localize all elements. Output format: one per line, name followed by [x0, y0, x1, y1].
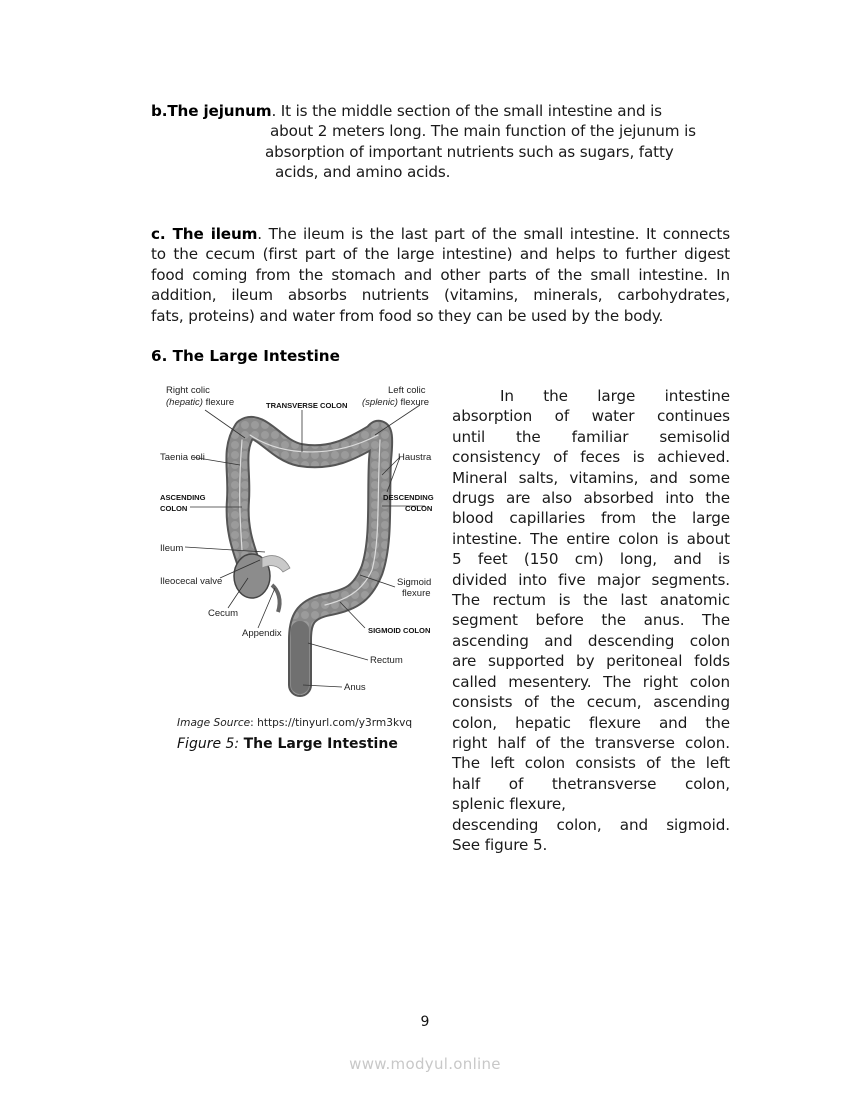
label-appendix: Appendix [242, 628, 282, 639]
label-sigmoid: Sigmoid [397, 577, 432, 588]
large-intestine-illustration [150, 380, 440, 700]
large-intestine-diagram [150, 380, 440, 700]
figure-title: The Large Intestine [243, 736, 398, 752]
rc-line: descending colon, and sigmoid. [452, 815, 730, 834]
rc-line: Mineral salts, vitamins, and some [452, 468, 730, 487]
label-hepatic-flexure: (hepatic) flexure [166, 397, 235, 408]
rc-line: divided into five major segments. [452, 570, 730, 589]
rc-line: half of thetransverse colon, [452, 774, 730, 793]
rc-line: right half of the transverse colon. [452, 733, 730, 752]
rc-line: splenic flexure, [452, 795, 566, 814]
rc-line: called mesentery. The right colon [452, 672, 730, 691]
label-splenic-flexure: (splenic) flexure [362, 397, 430, 408]
image-source-url: : https://tinyurl.com/y3rm3kvq [250, 717, 413, 729]
rc-line: In the large intestine [500, 387, 730, 405]
label-ascending: ASCENDING [160, 493, 206, 502]
label-haustra: Haustra [398, 452, 432, 463]
rc-line: absorption of water continues [452, 407, 730, 426]
label-descending-colon: COLON [405, 504, 433, 513]
ileum-line-3: food coming from the stomach and other parts of the small intestine. In [151, 265, 730, 284]
label-rectum: Rectum [370, 655, 403, 666]
ileum-line-4: addition, ileum absorbs nutrients (vitamins, minerals, carbohydrates, [151, 286, 730, 305]
rc-line: drugs are also absorbed into the [452, 489, 730, 508]
label-ileum: Ileum [160, 543, 184, 554]
rc-line: intestine. The entire colon is about [452, 529, 730, 548]
label-cecum: Cecum [208, 608, 239, 619]
label-sigmoid-colon: SIGMOID COLON [368, 626, 431, 635]
large-intestine-paragraph [452, 386, 730, 855]
rc-line: until the familiar semisolid [452, 427, 730, 446]
image-source: Image Source: https://tinyurl.com/y3rm3kvq [177, 717, 413, 729]
jejunum-line-3: absorption of important nutrients such as sugars, fatty [265, 142, 674, 161]
label-transverse-colon: TRANSVERSE COLON [266, 401, 348, 410]
jejunum-line-2: about 2 meters long. The main function of the jejunum is [270, 122, 696, 141]
rc-line: blood capillaries from the large [452, 509, 730, 528]
rc-line: The left colon consists of the left [452, 754, 730, 773]
figure-caption: Figure 5: The Large Intestine [177, 736, 398, 752]
rc-line: colon, hepatic flexure and the [452, 713, 730, 732]
label-sigmoid-flexure: flexure [402, 588, 431, 599]
label-anus: Anus [344, 682, 366, 693]
rc-line: are supported by peritoneal folds [452, 652, 730, 671]
label-ileocecal-valve: Ileocecal valve [160, 576, 223, 587]
rc-line: segment before the anus. The [452, 611, 730, 630]
label-left-colic: Left colic [388, 385, 426, 396]
label-taenia-coli: Taenia coli [160, 452, 205, 463]
rc-line: The rectum is the last anatomic [452, 591, 730, 610]
rc-line: ascending and descending colon [452, 631, 730, 650]
rc-line: consistency of feces is achieved. [452, 448, 730, 467]
jejunum-paragraph [151, 101, 696, 183]
page-number: 9 [420, 1014, 430, 1030]
ileum-line-1: c. The ileum. The ileum is the last part of the small intestine. It connects [151, 225, 730, 243]
rc-line: See figure 5. [452, 835, 548, 854]
jejunum-title: b.The jejunum [151, 102, 272, 120]
rc-line: consists of the cecum, ascending [452, 693, 730, 712]
label-ascending-colon: COLON [160, 504, 188, 513]
label-right-colic: Right colic [166, 385, 210, 396]
ileum-title: c. The ileum [151, 225, 258, 243]
rc-line: 5 feet (150 cm) long, and is [452, 550, 730, 569]
watermark: www.modyul.online [349, 1055, 501, 1073]
ileum-line-5: fats, proteins) and water from food so they can be used by the body. [151, 306, 664, 325]
section-heading-large-intestine: 6. The Large Intestine [151, 347, 340, 365]
label-descending: DESCENDING [383, 493, 434, 502]
ileum-line-2: to the cecum (first part of the large intestine) and helps to further digest [151, 245, 730, 264]
jejunum-line-4: acids, and amino acids. [275, 163, 451, 182]
ileum-paragraph [151, 224, 730, 326]
jejunum-line-1: b.The jejunum. It is the middle section of the small intestine and is [151, 102, 662, 120]
